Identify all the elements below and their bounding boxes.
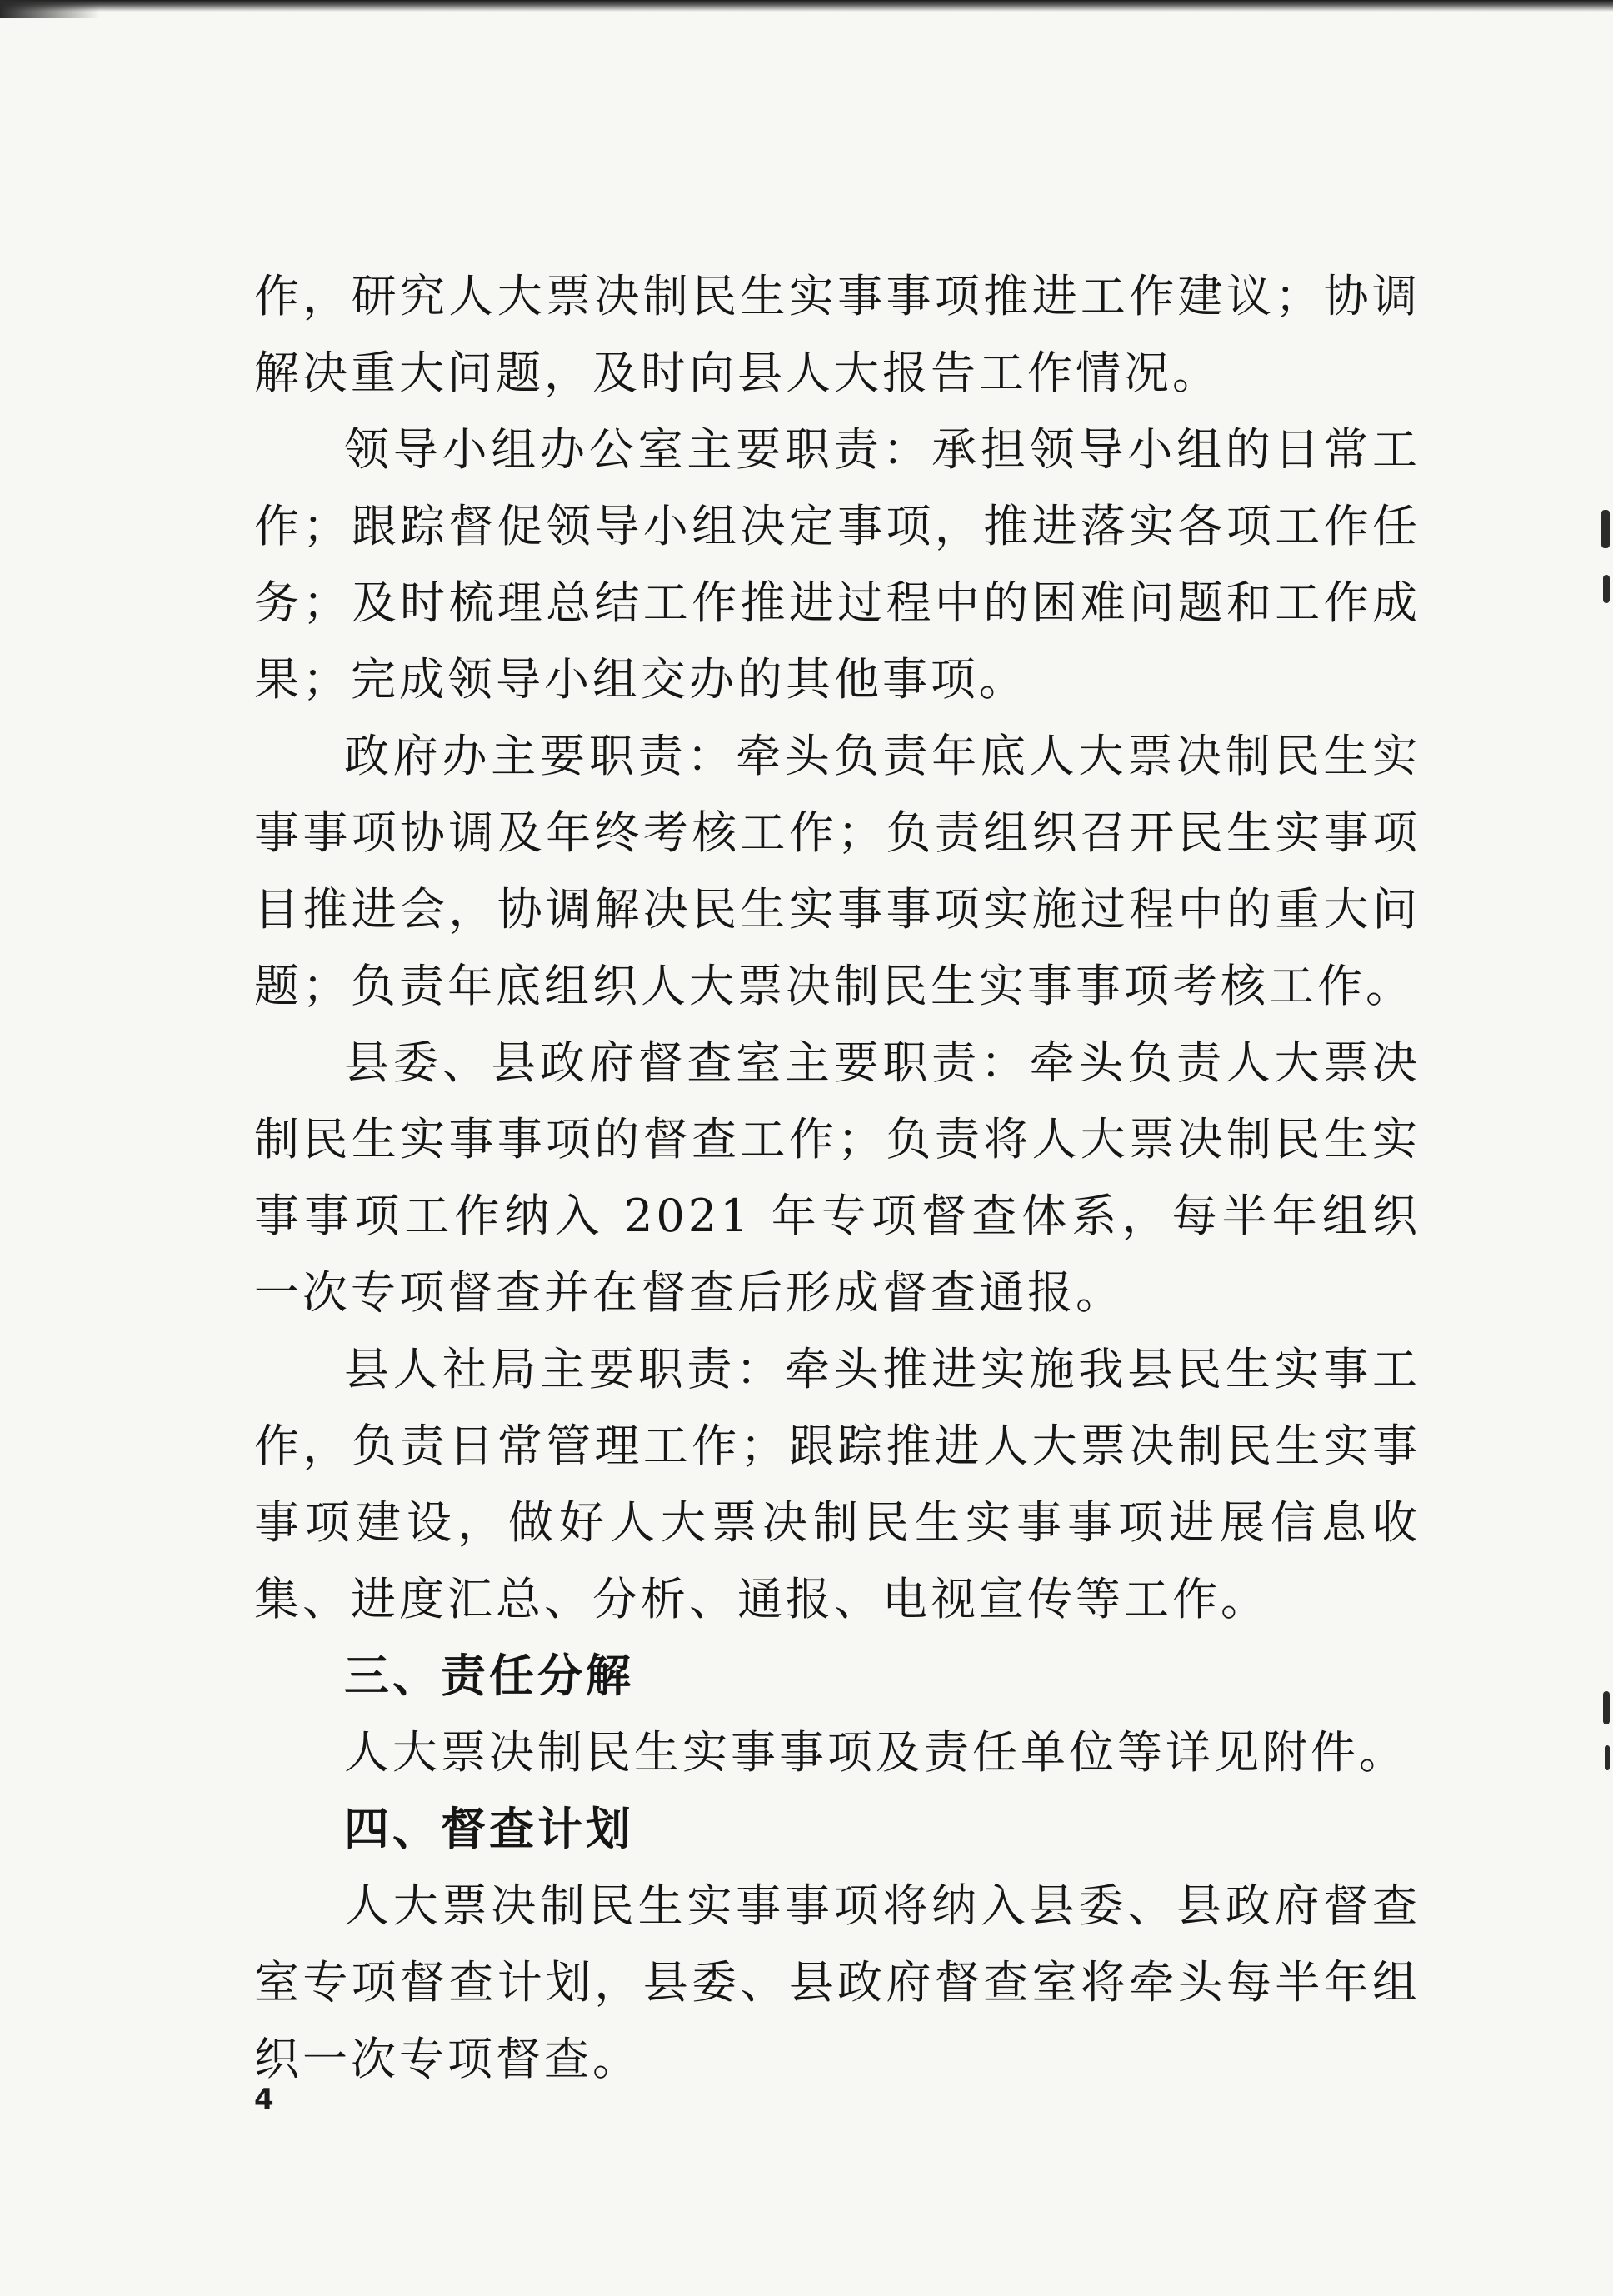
binding-mark xyxy=(1605,1745,1610,1770)
body-paragraph: 作，研究人大票决制民生实事事项推进工作建议；协调解决重大问题，及时向县人大报告工作情况。 xyxy=(254,270,1421,399)
body-paragraph: 人大票决制民生实事事项及责任单位等详见附件。 xyxy=(344,1726,1407,1779)
body-paragraph: 政府办主要职责：牵头负责年底人大票决制民生实事事项协调及年终考核工作；负责组织召开民生实事项目推进会，协调解决民生实事事项实施过程中的重大问题；负责年底组织人大票决制民生实事事项考核工作。 xyxy=(254,730,1421,1012)
section-heading: 四、督查计划 xyxy=(344,1803,634,1855)
body-paragraph: 领导小组办公室主要职责：承担领导小组的日常工作；跟踪督促领导小组决定事项，推进落实各项工作任务；及时梳理总结工作推进过程中的困难问题和工作成果；完成领导小组交办的其他事项。 xyxy=(254,423,1421,706)
binding-mark xyxy=(1601,510,1610,548)
scan-corner-shadow xyxy=(0,0,100,18)
body-paragraph: 人大票决制民生实事事项将纳入县委、县政府督查室专项督查计划，县委、县政府督查室将牵头每半年组织一次专项督查。 xyxy=(254,1879,1421,2085)
body-paragraph: 县委、县政府督查室主要职责：牵头负责人大票决制民生实事事项的督查工作；负责将人大票决制民生实事事项工作纳入 2021 年专项督查体系，每半年组织一次专项督查并在督查后形成督查通报。 xyxy=(254,1036,1421,1319)
page-number: 4 xyxy=(254,2083,274,2116)
document-body xyxy=(254,258,1421,2098)
body-paragraph: 县人社局主要职责：牵头推进实施我县民生实事工作，负责日常管理工作；跟踪推进人大票决制民生实事事项建设，做好人大票决制民生实事事项进展信息收集、进度汇总、分析、通报、电视宣传等工作。 xyxy=(254,1343,1421,1625)
binding-mark xyxy=(1603,575,1610,603)
scan-top-edge xyxy=(0,0,1613,12)
binding-mark xyxy=(1603,1691,1610,1724)
section-heading: 三、责任分解 xyxy=(344,1650,634,1702)
